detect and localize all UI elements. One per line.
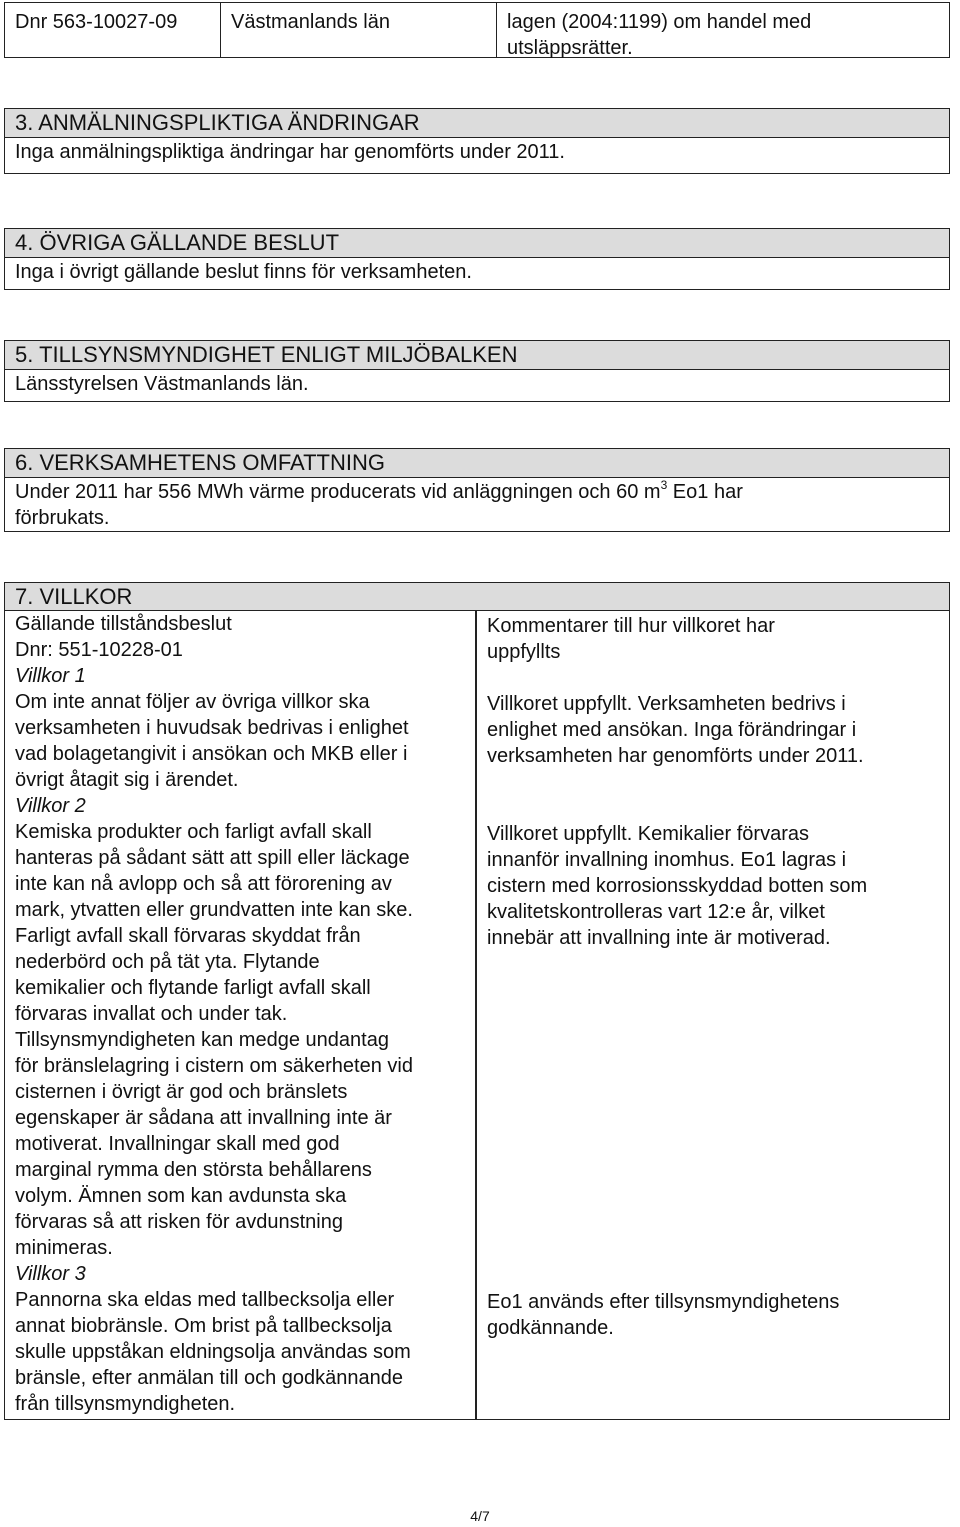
text-line: enlighet med ansökan. Inga förändringar i <box>487 719 857 741</box>
header-law-line1: lagen (2004:1199) om handel med <box>507 11 812 33</box>
header-law-line2: utsläppsrätter. <box>507 37 633 59</box>
section-3-text: Inga anmälningspliktiga ändringar har genomförts under 2011. <box>15 141 565 163</box>
comment-villkor-2 <box>487 821 942 951</box>
text-line: Eo1 används efter tillsynsmyndighetens <box>487 1291 840 1313</box>
text-line: för bränslelagring i cistern om säkerheten vid <box>15 1055 413 1077</box>
villkor-title: 7. VILLKOR <box>5 583 949 611</box>
section-3 <box>4 108 950 174</box>
comment-villkor-3 <box>487 1289 942 1341</box>
text-line: bränsle, efter anmälan till och godkännande <box>15 1367 404 1389</box>
text-line: verksamheten har genomförts under 2011. <box>487 745 864 767</box>
section-4-title: 4. ÖVRIGA GÄLLANDE BESLUT <box>5 229 949 258</box>
villkor-1-text <box>15 689 471 793</box>
text-line: motiverat. Invallningar skall med god <box>15 1133 340 1155</box>
section-6-superscript: 3 <box>660 478 668 492</box>
text-line: verksamheten i huvudsak bedrivas i enlighet <box>15 717 409 739</box>
text-line: innebär att invallning inte är motiverad. <box>487 927 831 949</box>
header-dnr: Dnr 563-10027-09 <box>5 3 221 57</box>
text-line: mark, ytvatten eller grundvatten inte kan ske. <box>15 899 413 921</box>
text-line: Villkoret uppfyllt. Verksamheten bedrivs i <box>487 693 846 715</box>
text-line: förvaras invallat och under tak. <box>15 1003 288 1025</box>
villkor-2-text <box>15 819 471 1261</box>
section-6-line1-a: Under 2011 har 556 MWh värme producerats vid anläggningen och 60 m <box>15 481 661 503</box>
villkor-column-divider <box>475 610 477 1419</box>
text-line: kemikalier och flytande farligt avfall skall <box>15 977 371 999</box>
text-line: Om inte annat följer av övriga villkor ska <box>15 691 370 713</box>
text-line: Pannorna ska eldas med tallbecksolja eller <box>15 1289 395 1311</box>
section-6-text <box>5 478 949 531</box>
section-3-title: 3. ANMÄLNINGSPLIKTIGA ÄNDRINGAR <box>5 109 949 138</box>
text-line: minimeras. <box>15 1237 113 1259</box>
text-line: Farligt avfall skall förvaras skyddat från <box>15 925 361 947</box>
text-line: Villkoret uppfyllt. Kemikalier förvaras <box>487 823 809 845</box>
section-6 <box>4 448 950 532</box>
header-table <box>4 2 950 58</box>
comments-heading <box>487 613 942 665</box>
villkor-2-title: Villkor 2 <box>15 795 86 817</box>
comment-villkor-1 <box>487 691 942 769</box>
villkor-left-column <box>15 611 471 1417</box>
text-line: annat biobränsle. Om brist på tallbecksolja <box>15 1315 392 1337</box>
section-5-text: Länsstyrelsen Västmanlands län. <box>15 373 309 395</box>
text-line: innanför invallning inomhus. Eo1 lagras i <box>487 849 847 871</box>
text-line: cistern med korrosionsskyddad botten som <box>487 875 868 897</box>
section-4 <box>4 228 950 290</box>
text-line: skulle uppståkan eldningsolja användas som <box>15 1341 411 1363</box>
section-6-line2: förbrukats. <box>15 507 110 529</box>
villkor-permit-dnr: Dnr: 551-10228-01 <box>15 639 183 661</box>
villkor-1-title: Villkor 1 <box>15 665 86 687</box>
text-line: nederbörd och på tät yta. Flytande <box>15 951 320 973</box>
header-county: Västmanlands län <box>221 3 497 57</box>
section-6-line1-b: Eo1 har <box>667 481 743 503</box>
villkor-table <box>4 582 950 1420</box>
text-line: kvalitetskontrolleras vart 12:e år, vilket <box>487 901 825 923</box>
text-line: övrigt åtagit sig i ärendet. <box>15 769 239 791</box>
text-line: vad bolagetangivit i ansökan och MKB eller i <box>15 743 408 765</box>
text-line: Kommentarer till hur villkoret har <box>487 615 775 637</box>
section-6-title: 6. VERKSAMHETENS OMFATTNING <box>5 449 949 478</box>
text-line: från tillsynsmyndigheten. <box>15 1393 236 1415</box>
header-law <box>497 3 949 57</box>
page-number: 4/7 <box>470 1508 490 1524</box>
villkor-permit-heading: Gällande tillståndsbeslut <box>15 613 232 635</box>
text-line: cisternen i övrigt är god och bränslets <box>15 1081 348 1103</box>
text-line: Tillsynsmyndigheten kan medge undantag <box>15 1029 389 1051</box>
text-line: förvaras så att risken för avdunstning <box>15 1211 343 1233</box>
section-5 <box>4 340 950 402</box>
villkor-3-text <box>15 1287 471 1417</box>
text-line: volym. Ämnen som kan avdunsta ska <box>15 1185 347 1207</box>
text-line: marginal rymma den största behållarens <box>15 1159 372 1181</box>
text-line: Kemiska produkter och farligt avfall skall <box>15 821 372 843</box>
section-5-title: 5. TILLSYNSMYNDIGHET ENLIGT MILJÖBALKEN <box>5 341 949 370</box>
text-line: inte kan nå avlopp och så att förorening av <box>15 873 392 895</box>
text-line: hanteras på sådant sätt att spill eller läckage <box>15 847 410 869</box>
section-4-text: Inga i övrigt gällande beslut finns för verksamheten. <box>15 261 472 283</box>
text-line: egenskaper är sådana att invallning inte är <box>15 1107 392 1129</box>
text-line: uppfyllts <box>487 641 561 663</box>
text-line: godkännande. <box>487 1317 614 1339</box>
villkor-3-title: Villkor 3 <box>15 1263 86 1285</box>
